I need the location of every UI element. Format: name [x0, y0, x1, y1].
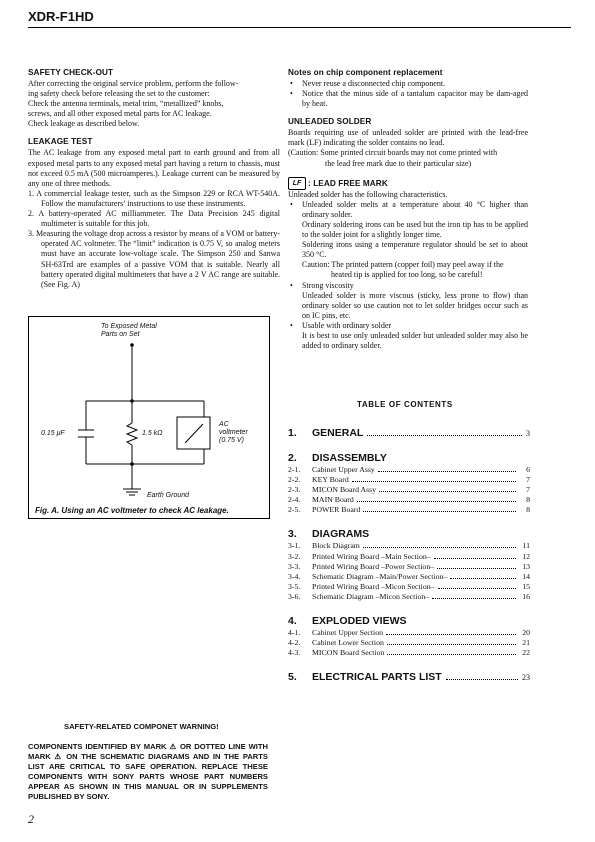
safety-line: Check the antenna terminals, metal trim, “metallized” knobs, [28, 99, 224, 109]
leakage-method: 1. A commercial leakage tester, such as the Simpson 229 or RCA WT-540A. Follow the manufacturers’ instructions to use these instruments. [28, 188, 280, 208]
toc-page: 11 [522, 541, 530, 551]
lead-free-item-head: • Unleaded solder melts at a temperature about 40 °C higher than ordinary solder. [302, 199, 528, 219]
toc-item-number: 3-4. [288, 571, 301, 581]
toc-page: 22 [522, 648, 530, 658]
toc-page: 14 [522, 571, 530, 581]
toc-leader [437, 568, 516, 569]
toc-item[interactable] [288, 572, 530, 582]
toc-section-number: 4. [288, 615, 297, 628]
toc-section[interactable] [288, 427, 530, 439]
toc-section-number: 2. [288, 452, 297, 464]
unleaded-line: (Caution: Some printed circuit boards may not come printed with [288, 148, 498, 158]
chip-item: • Notice that the minus side of a tantalum capacitor may be dam-aged by heat. [288, 89, 528, 109]
toc-item-title: MICON Board Assy [312, 485, 377, 495]
table-of-contents [288, 420, 530, 683]
toc-page: 3 [526, 429, 530, 438]
toc-leader [387, 644, 516, 645]
leakage-methods-list [28, 189, 280, 290]
toc-section-title: EXPLODED VIEWS [312, 615, 407, 628]
lead-free-item-head: • Usable with ordinary solder [302, 320, 392, 330]
meter-label [219, 421, 248, 445]
toc-item-title: Schematic Diagram –Micon Section– [312, 591, 430, 601]
figure-a [28, 316, 270, 519]
toc-item-title: Schematic Diagram –Main/Power Section– [312, 571, 448, 581]
toc-item-title: Block Diagram [312, 541, 360, 551]
lead-free-item-text: Soldering irons using a temperature regulator should be set to about 350 °C. [302, 240, 528, 260]
toc-page: 12 [522, 551, 530, 561]
toc-section-number: 1. [288, 427, 297, 439]
leakage-method: 3. Measuring the voltage drop across a resistor by means of a VOM or battery-operated AC voltmeter. The “limit” indication is 0.75 V, so analog meters must have an accurate low-voltage scale. The Simpson 250 and Sanwa SH-63Trd are examples of a passive VOM that is suitable. Nearly all battery operated digital multimeters that have a 2 V AC range are suitable. (See Fig. A) [28, 229, 281, 289]
toc-page: 21 [522, 638, 530, 648]
toc-item-number: 2-1. [288, 465, 301, 474]
toc-leader [363, 547, 516, 548]
lead-free-list [288, 200, 528, 351]
toc-leader [446, 679, 518, 680]
capacitor-label: 0.15 μF [41, 430, 65, 437]
toc-page: 23 [522, 673, 530, 683]
toc-section-number: 5. [288, 671, 297, 684]
toc-item-number: 3-2. [288, 551, 301, 561]
toc-page: 13 [522, 561, 530, 571]
toc-item-number: 3-1. [288, 541, 301, 551]
toc-section-title: ELECTRICAL PARTS LIST [312, 671, 442, 684]
toc-item-number: 2-4. [288, 495, 301, 505]
toc-item[interactable] [288, 465, 530, 475]
lead-free-title: : LEAD FREE MARK [308, 178, 388, 188]
toc-section-number: 3. [288, 528, 297, 541]
toc-item-number: 2-5. [288, 505, 301, 515]
lead-free-caution: heated tip is applied for too long, so be careful! [331, 270, 483, 280]
lead-free-intro: Unleaded solder has the following characteristics. [288, 189, 448, 199]
toc-section[interactable] [288, 452, 530, 464]
toc-item-number: 3-3. [288, 561, 301, 571]
unleaded-heading: UNLEADED SOLDER [288, 117, 372, 127]
toc-leader [363, 511, 516, 512]
toc-leader [450, 578, 516, 579]
probe-label [101, 323, 157, 339]
leakage-method: 2. A battery-operated AC milliammeter. The Data Precision 245 digital multimeter is suitable for this job. [28, 209, 280, 229]
toc-leader [352, 481, 516, 482]
lead-free-item-head: • Strong viscosity [302, 280, 354, 290]
safety-heading: SAFETY CHECK-OUT [28, 68, 114, 77]
toc-section[interactable] [288, 528, 530, 540]
toc-item-number: 3-6. [288, 591, 301, 601]
toc-leader [438, 588, 516, 589]
toc-item[interactable] [288, 562, 530, 572]
toc-title: TABLE OF CONTENTS [357, 400, 453, 409]
toc-leader [387, 654, 516, 655]
toc-page: 20 [522, 628, 530, 638]
toc-section-title: DISASSEMBLY [312, 452, 387, 464]
toc-item[interactable] [288, 495, 530, 505]
unleaded-line: the lead free mark due to their particular size) [325, 158, 472, 168]
toc-section[interactable] [288, 615, 530, 627]
probe-label-line: Parts on Set [101, 331, 140, 338]
lead-free-caution: Caution: The printed pattern (copper foil) may peel away if the [302, 260, 504, 270]
toc-leader [378, 471, 516, 472]
toc-item[interactable] [288, 628, 530, 638]
warning-title: SAFETY-RELATED COMPONET WARNING! [64, 722, 219, 731]
meter-label-line: (0.75 V) [219, 437, 244, 444]
probe-label-line: To Exposed Metal [101, 323, 157, 330]
toc-leader [432, 598, 516, 599]
toc-page: 8 [526, 505, 530, 515]
probe-dot [130, 343, 134, 347]
page-number: 2 [28, 812, 34, 826]
toc-item-number: 4-2. [288, 638, 301, 648]
toc-item-number: 4-1. [288, 628, 301, 638]
toc-item-number: 2-3. [288, 485, 301, 495]
right-column [288, 68, 528, 351]
toc-item-title: Cabinet Lower Section [312, 638, 384, 648]
leakage-circuit-diagram [29, 317, 269, 518]
toc-item[interactable] [288, 552, 530, 562]
toc-section-title: GENERAL [312, 427, 364, 439]
toc-leader [434, 558, 516, 559]
toc-item-title: POWER Board [312, 505, 361, 515]
toc-leader [379, 491, 516, 492]
chip-item: • Never reuse a disconnected chip component. [288, 79, 528, 89]
toc-leader [357, 501, 516, 502]
toc-page: 7 [526, 475, 530, 485]
toc-item-title: MAIN Board [312, 495, 354, 505]
header-rule [28, 27, 571, 28]
toc-item[interactable] [288, 485, 530, 495]
safety-line: After correcting the original service problem, perform the follow- [28, 79, 239, 88]
toc-item-number: 2-2. [288, 475, 301, 485]
resistor-label: 1.5 kΩ [142, 430, 163, 437]
ground-label: Earth Ground [147, 492, 190, 499]
toc-item-title: KEY Board [312, 475, 349, 485]
model-title: XDR-F1HD [28, 9, 94, 24]
meter-label-line: voltmeter [219, 429, 248, 436]
toc-item-title: MICON Board Section [312, 648, 385, 658]
lead-free-item-text: It is best to use only unleaded solder but unleaded solder may also be added to ordinary solder. [302, 330, 528, 351]
toc-item[interactable] [288, 648, 530, 658]
toc-item[interactable] [288, 505, 530, 515]
meter-label-line: AC [219, 421, 229, 428]
toc-item-title: Printed Wiring Board –Main Section– [312, 551, 431, 561]
toc-item-number: 3-5. [288, 581, 301, 591]
toc-item-title: Printed Wiring Board –Power Section– [312, 561, 435, 571]
figure-caption: Fig. A. Using an AC voltmeter to check AC leakage. [35, 506, 229, 515]
lead-free-icon: LF [288, 177, 306, 190]
lead-free-item [288, 321, 528, 351]
toc-item[interactable] [288, 638, 530, 648]
chip-heading: Notes on chip component replacement [288, 68, 443, 77]
toc-page: 7 [526, 485, 530, 495]
leakage-intro: The AC leakage from any exposed metal part to earth ground and from all exposed metal parts to any exposed metal part having a return to chassis, must not exceed 0.5 mA (500 microamperes.). Leakage current can be measured by any one of three methods. [28, 148, 280, 188]
safety-line: ing safety check before releasing the set to the customer: [28, 89, 210, 99]
chip-list [288, 79, 528, 109]
toc-item[interactable] [288, 475, 530, 485]
toc-item[interactable] [288, 592, 530, 602]
toc-page: 6 [526, 465, 530, 474]
toc-leader [367, 435, 522, 436]
lead-free-item [288, 200, 528, 281]
toc-item-title: Printed Wiring Board –Micon Section– [312, 581, 435, 591]
toc-section[interactable] [288, 671, 530, 683]
toc-leader [386, 634, 516, 635]
lead-free-item [288, 281, 528, 321]
toc-item-number: 4-3. [288, 648, 301, 658]
lead-free-item-text: Ordinary soldering irons can be used but the iron tip has to be applied to the solder joint for a slightly longer time. [302, 219, 528, 240]
safety-line: screws, and all other exposed metal parts for AC leakage. [28, 109, 212, 119]
toc-item[interactable] [288, 541, 530, 551]
toc-item-title: Cabinet Upper Section [312, 628, 384, 638]
lead-free-item-text: Unleaded solder is more viscous (sticky, less prone to flow) than ordinary solder so use caution not to let solder bridges occur such as on IC pins, etc. [302, 290, 528, 320]
toc-page: 16 [522, 591, 530, 601]
toc-section-title: DIAGRAMS [312, 528, 370, 541]
toc-page: 8 [526, 495, 530, 505]
toc-page: 15 [522, 581, 530, 591]
left-column [28, 68, 280, 290]
unleaded-line: Boards requiring use of unleaded solder are printed with the lead-free mark (LF) indicating the solder contains no lead. [288, 128, 528, 148]
safety-line: Check leakage as described below. [28, 119, 140, 129]
lead-free-heading [288, 177, 528, 190]
toc-item[interactable] [288, 582, 530, 592]
warning-body: COMPONENTS IDENTIFIED BY MARK ⚠ OR DOTTED LINE WITH MARK ⚠ ON THE SCHEMATIC DIAGRAMS AND IN THE PARTS LIST ARE CRITICAL TO SAFE OPERATION. REPLACE THESE COMPONENTS WITH SONY PARTS WHOSE PART NUMBERS APPEAR AS SHOWN IN THIS MANUAL OR IN SUPPLEMENTS PUBLISHED BY SONY. [28, 742, 268, 802]
toc-item-title: Cabinet Upper Assy [312, 465, 375, 474]
leakage-heading: LEAKAGE TEST [28, 137, 93, 147]
